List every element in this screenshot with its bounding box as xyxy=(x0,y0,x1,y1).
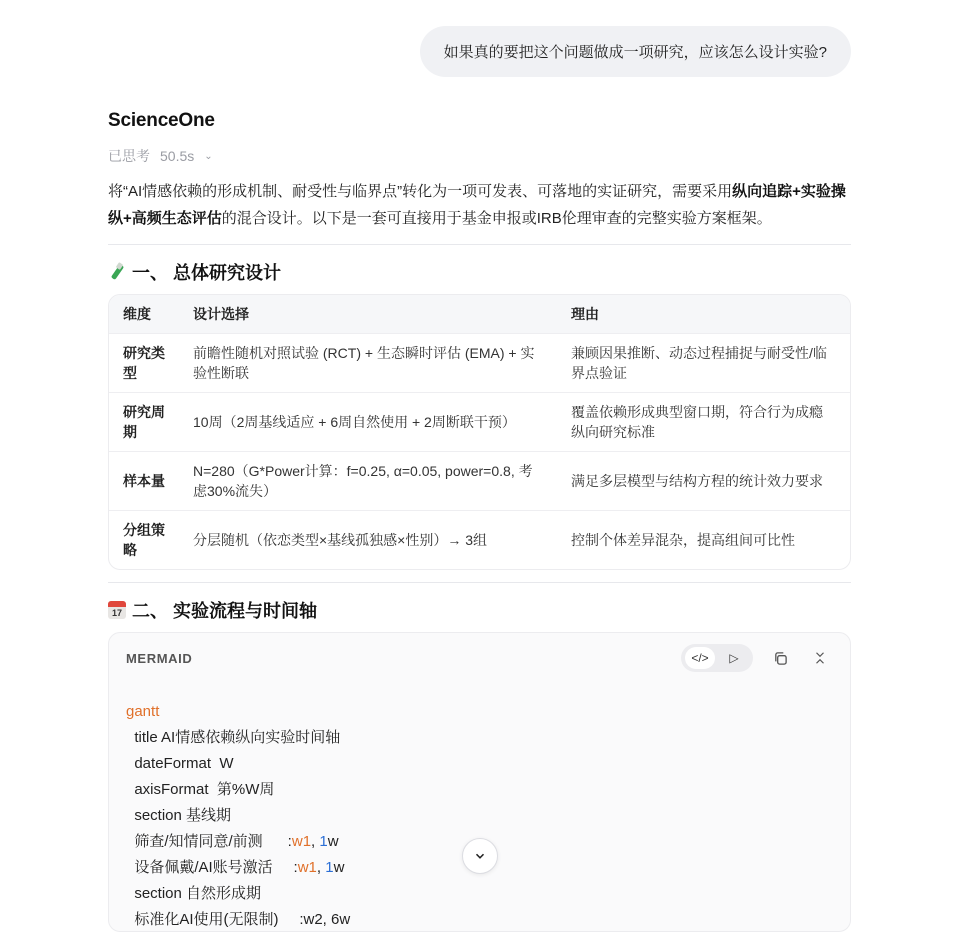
intro-paragraph xyxy=(108,178,851,232)
code-view-button[interactable]: </> xyxy=(685,647,715,669)
code-line: 设备佩戴/AI账号激活 :w1, 1w xyxy=(134,859,345,876)
brand-logo xyxy=(108,108,851,134)
table-cell-dimension: 分组策略 xyxy=(109,510,179,569)
user-message-text: 如果真的要把这个问题做成一项研究，应该怎么设计实验? xyxy=(443,44,827,61)
table-row xyxy=(109,392,850,451)
section-title-timeline xyxy=(108,597,851,623)
code-line: section 自然形成期 xyxy=(134,885,262,902)
table-header-reason: 理由 xyxy=(557,295,850,333)
user-message-bubble xyxy=(420,26,851,77)
intro-text-2: 的混合设计。以下是一套可直接用于基金申报或IRB伦理审查的完整实验方案框架。 xyxy=(221,210,772,227)
table-cell-dimension: 样本量 xyxy=(109,451,179,510)
table-cell-choice: 分层随机（依恋类型×基线孤独感×性别）→ 3组 xyxy=(179,510,557,569)
table-row xyxy=(109,451,850,510)
table-row xyxy=(109,510,850,569)
table-cell-choice: N=280（G*Power计算：f=0.25, α=0.05, power=0.8, 考虑30%流失） xyxy=(179,451,557,510)
assistant-answer xyxy=(108,108,851,932)
code-block xyxy=(108,632,851,932)
table-cell-choice: 10周（2周基线适应 + 6周自然使用 + 2周断联干预） xyxy=(179,392,557,451)
table-cell-choice: 前瞻性随机对照试验 (RCT) + 生态瞬时评估 (EMA) + 实验性断联 xyxy=(179,333,557,392)
code-content[interactable] xyxy=(109,683,850,932)
code-toolbar xyxy=(681,644,833,672)
table-header-dimension: 维度 xyxy=(109,295,179,333)
thought-label: 已思考 xyxy=(108,148,150,164)
preview-button[interactable]: ▷ xyxy=(729,651,739,665)
section-title-design-text: 一、 总体研究设计 xyxy=(132,263,282,283)
code-language-label: MERMAID xyxy=(126,650,193,666)
section-title-timeline-text: 二、 实验流程与时间轴 xyxy=(132,601,317,621)
collapse-icon[interactable] xyxy=(807,645,833,671)
code-line: 标准化AI使用(无限制) :w2, 6w xyxy=(134,911,351,928)
scroll-down-button[interactable] xyxy=(462,838,498,874)
view-toggle xyxy=(681,644,753,672)
design-table xyxy=(108,294,851,570)
divider xyxy=(108,244,851,245)
intro-bold: 纵向追踪+实验操纵+高频生态评估 xyxy=(108,183,846,227)
table-cell-reason: 控制个体差异混杂，提高组间可比性 xyxy=(557,510,850,569)
chevron-down-icon xyxy=(473,849,487,863)
test-tube-icon xyxy=(108,263,126,281)
code-block-header xyxy=(109,633,850,683)
code-line: title AI情感依赖纵向实验时间轴 xyxy=(134,729,341,746)
section-title-design xyxy=(108,259,851,285)
intro-text-1: 将“AI情感依赖的形成机制、耐受性与临界点”转化为一项可发表、可落地的实证研究，需要采用 xyxy=(108,183,733,200)
table-header-row xyxy=(109,295,850,333)
code-line: gantt xyxy=(126,703,160,720)
table-cell-reason: 兼顾因果推断、动态过程捕捉与耐受性/临界点验证 xyxy=(557,333,850,392)
code-line: section 基线期 xyxy=(134,807,232,824)
calendar-icon xyxy=(108,601,126,619)
code-line: dateFormat W xyxy=(134,755,234,772)
brand-logo-text: ScienceOne xyxy=(108,110,215,131)
table-row xyxy=(109,333,850,392)
table-cell-dimension: 研究类型 xyxy=(109,333,179,392)
code-line: 筛查/知情同意/前测 :w1, 1w xyxy=(134,833,339,850)
code-line: axisFormat 第%W周 xyxy=(134,781,275,798)
table-header-choice: 设计选择 xyxy=(179,295,557,333)
copy-icon[interactable] xyxy=(767,645,793,671)
thought-toggle[interactable] xyxy=(108,146,851,166)
divider xyxy=(108,582,851,583)
chevron-down-icon: ⌄ xyxy=(204,150,213,162)
table-cell-dimension: 研究周期 xyxy=(109,392,179,451)
calendar-icon-day: 17 xyxy=(111,608,122,618)
thought-duration: 50.5s xyxy=(160,148,195,164)
table-cell-reason: 满足多层模型与结构方程的统计效力要求 xyxy=(557,451,850,510)
table-cell-reason: 覆盖依赖形成典型窗口期，符合行为成瘾纵向研究标准 xyxy=(557,392,850,451)
